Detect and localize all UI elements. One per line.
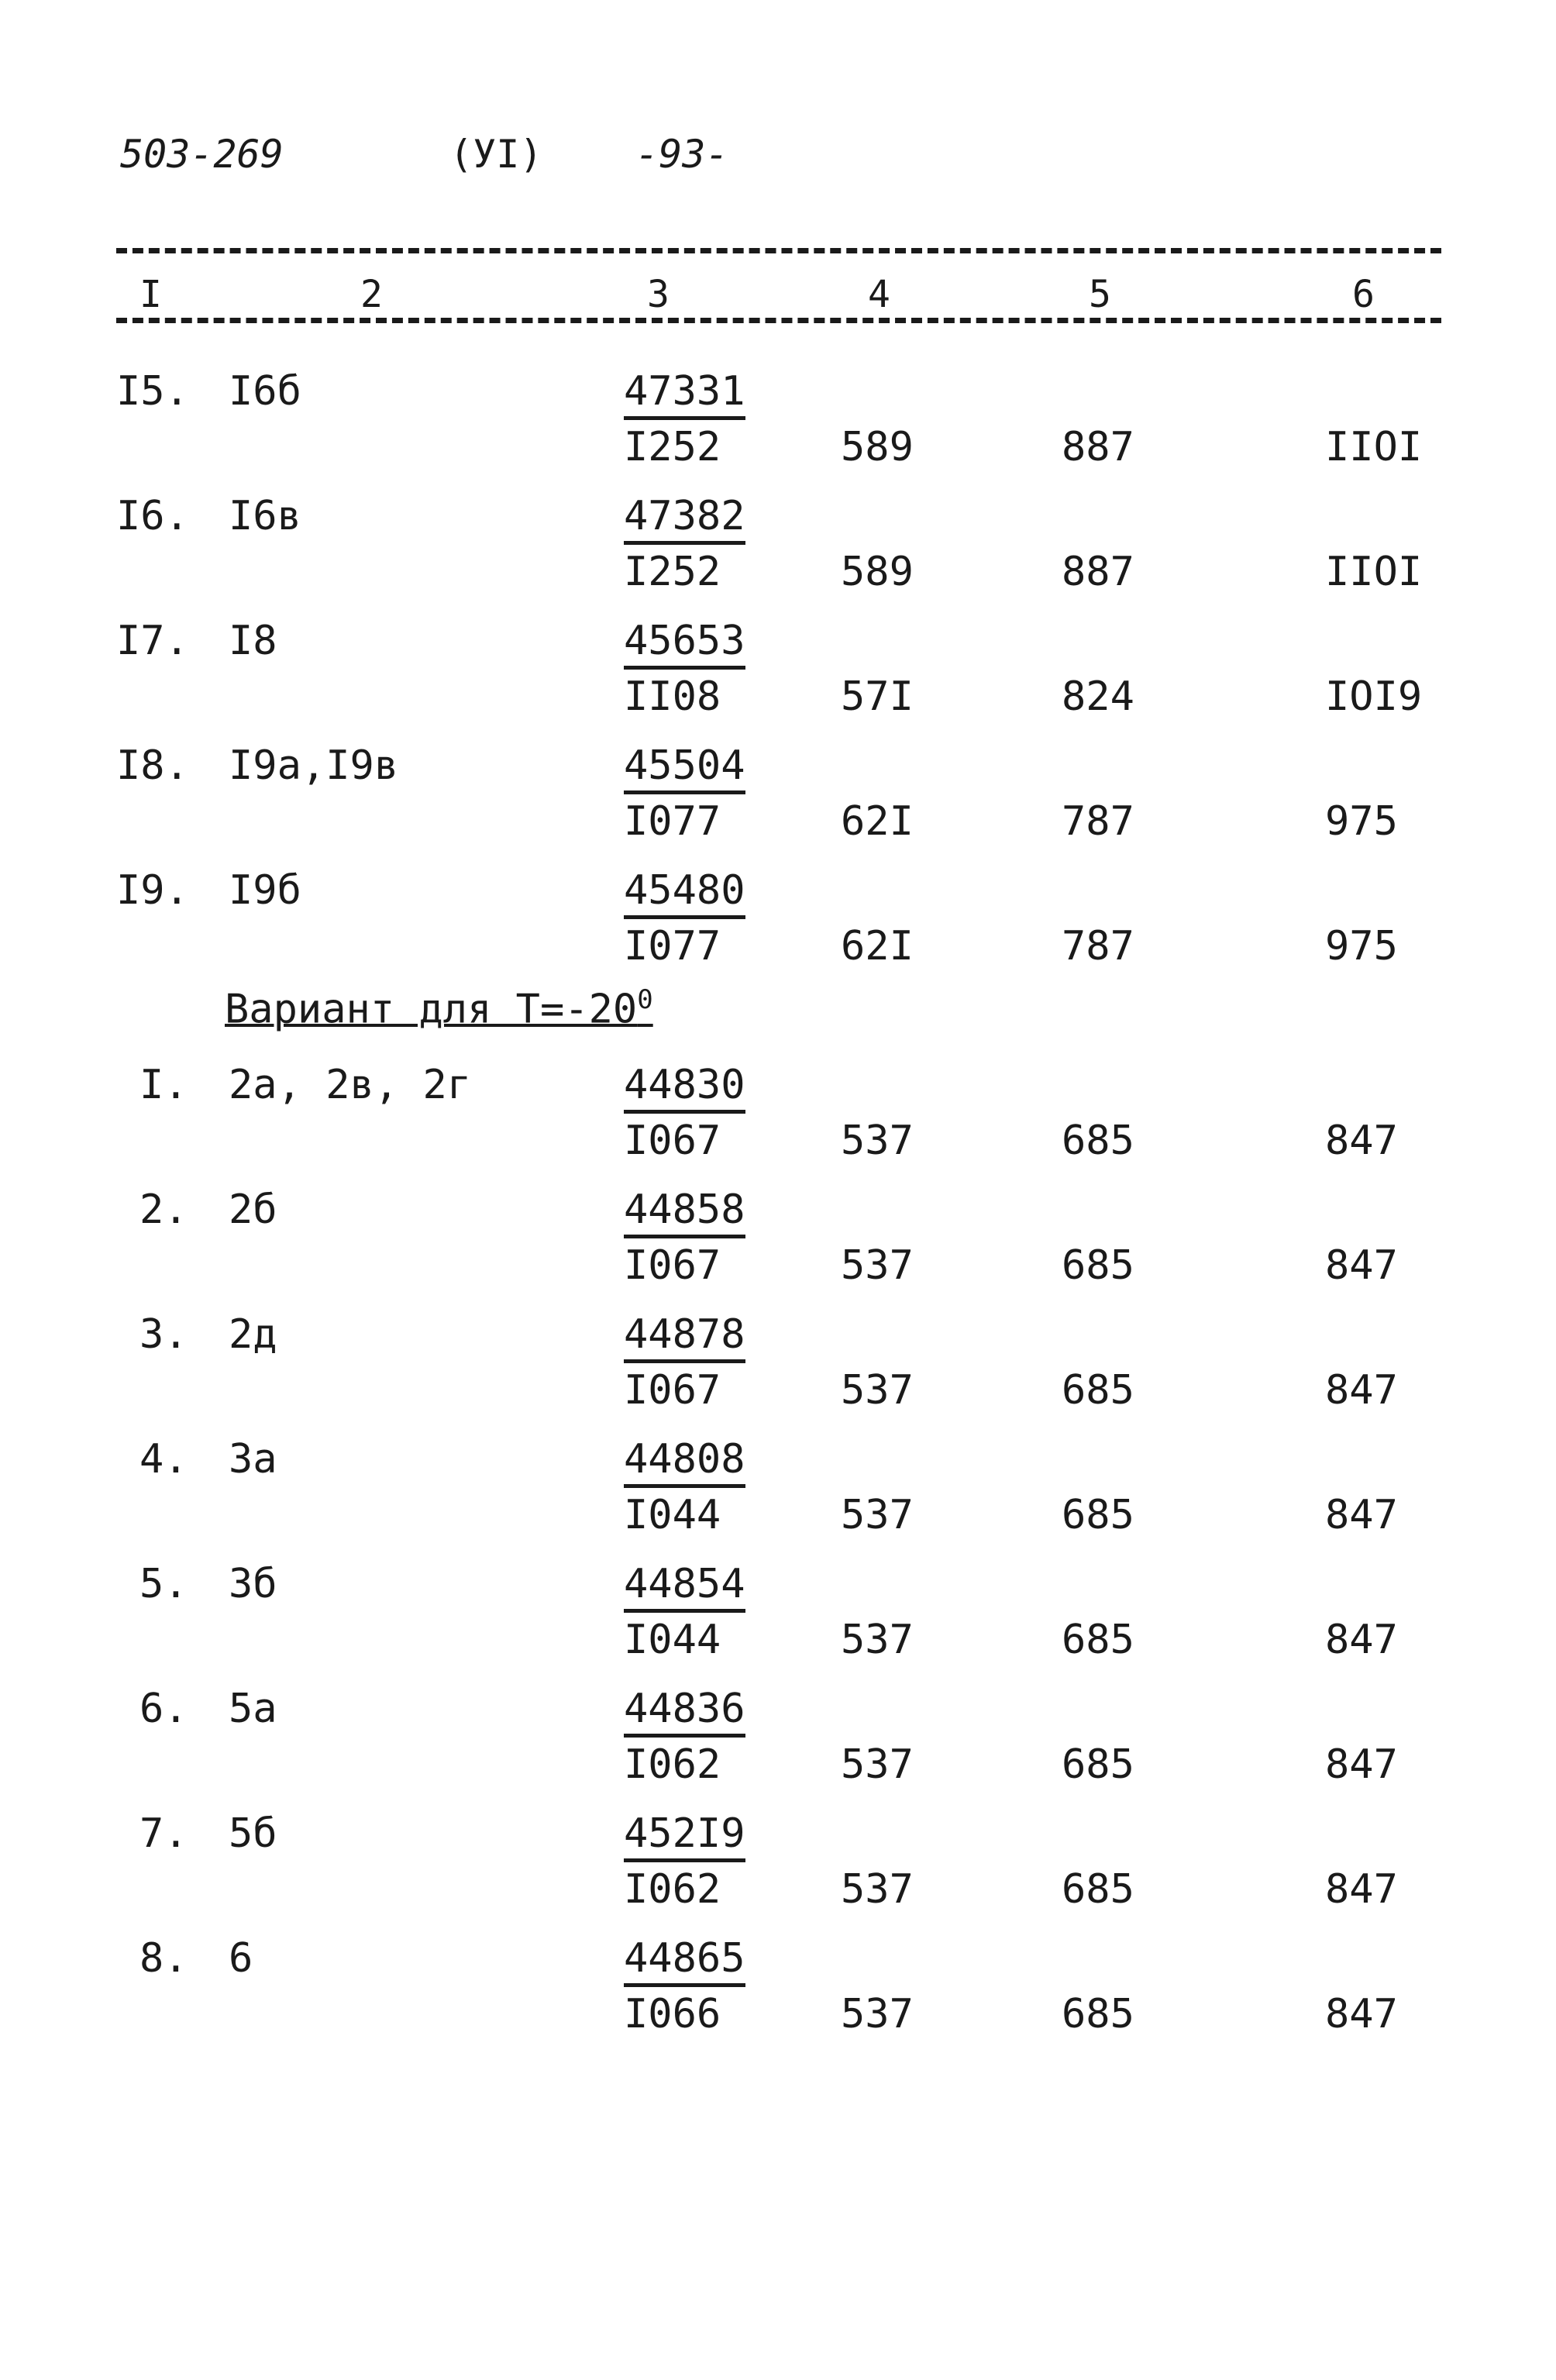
- row-number: 3.: [139, 1311, 188, 1358]
- col5-value: 787: [1062, 798, 1134, 845]
- numerator-value: 45504: [624, 742, 745, 794]
- variant-label: Вариант для T=-20: [225, 986, 638, 1033]
- denominator-value: I044: [624, 1492, 721, 1538]
- denominator-value: I066: [624, 1991, 721, 2037]
- row-number: 2.: [139, 1187, 188, 1233]
- row-number: 6.: [139, 1686, 188, 1732]
- col5-value: 887: [1062, 549, 1134, 595]
- col4-value: 589: [841, 549, 914, 595]
- element-id: 5б: [229, 1810, 277, 1857]
- row-number: I6.: [116, 493, 189, 539]
- element-id: I6в: [229, 493, 301, 539]
- col6-value: 847: [1325, 1617, 1398, 1663]
- row-number: I7.: [116, 618, 189, 664]
- col6-value: 847: [1325, 1367, 1398, 1414]
- col4-value: 537: [841, 1866, 914, 1913]
- element-id: 5а: [229, 1686, 277, 1732]
- col6-value: 847: [1325, 1866, 1398, 1913]
- col6-value: 847: [1325, 1741, 1398, 1788]
- element-id: 6: [229, 1935, 253, 1982]
- denominator-value: I077: [624, 798, 721, 845]
- col4-value: 537: [841, 1492, 914, 1538]
- element-id: 2д: [229, 1311, 277, 1358]
- denominator-value: I077: [624, 923, 721, 970]
- element-id: 3б: [229, 1561, 277, 1607]
- element-id: I9а,I9в: [229, 742, 399, 789]
- column-number: 5: [1089, 273, 1111, 316]
- col4-value: 62I: [841, 923, 914, 970]
- row-number: I.: [139, 1062, 188, 1108]
- col6-value: IIOI: [1325, 549, 1423, 595]
- numerator-value: 45480: [624, 867, 745, 919]
- document-code: 503-269: [120, 132, 284, 177]
- row-number: I9.: [116, 867, 189, 914]
- table-top-rule: [116, 248, 1441, 253]
- numerator-value: 452I9: [624, 1810, 745, 1862]
- variant-superscript: 0: [637, 984, 653, 1015]
- col4-value: 589: [841, 424, 914, 470]
- col5-value: 787: [1062, 923, 1134, 970]
- row-number: I8.: [116, 742, 189, 789]
- col4-value: 537: [841, 1118, 914, 1164]
- element-id: I6б: [229, 368, 301, 415]
- row-number: 8.: [139, 1935, 188, 1982]
- element-id: 3а: [229, 1436, 277, 1483]
- denominator-value: II08: [624, 673, 721, 720]
- column-number: 6: [1352, 273, 1375, 316]
- numerator-value: 45653: [624, 618, 745, 670]
- col4-value: 537: [841, 1741, 914, 1788]
- col4-value: 537: [841, 1991, 914, 2037]
- col5-value: 685: [1062, 1991, 1134, 2037]
- denominator-value: I044: [624, 1617, 721, 1663]
- variant-heading: [225, 984, 653, 1032]
- column-number: 4: [868, 273, 890, 316]
- row-number: 5.: [139, 1561, 188, 1607]
- numerator-value: 47331: [624, 368, 745, 420]
- column-number: 3: [647, 273, 670, 316]
- section-number: (УI): [449, 132, 543, 177]
- element-id: 2б: [229, 1187, 277, 1233]
- col4-value: 537: [841, 1242, 914, 1289]
- column-header-rule: [116, 318, 1441, 323]
- col6-value: IOI9: [1325, 673, 1423, 720]
- denominator-value: I252: [624, 549, 721, 595]
- row-number: 7.: [139, 1810, 188, 1857]
- col5-value: 887: [1062, 424, 1134, 470]
- numerator-value: 44854: [624, 1561, 745, 1613]
- numerator-value: 44808: [624, 1436, 745, 1488]
- numerator-value: 44858: [624, 1187, 745, 1238]
- numerator-value: 44878: [624, 1311, 745, 1363]
- denominator-value: I062: [624, 1866, 721, 1913]
- col5-value: 685: [1062, 1492, 1134, 1538]
- denominator-value: I062: [624, 1741, 721, 1788]
- column-number: I: [139, 273, 162, 316]
- element-id: I8: [229, 618, 277, 664]
- col6-value: IIOI: [1325, 424, 1423, 470]
- col4-value: 537: [841, 1367, 914, 1414]
- col5-value: 824: [1062, 673, 1134, 720]
- column-number: 2: [360, 273, 383, 316]
- col5-value: 685: [1062, 1242, 1134, 1289]
- numerator-value: 47382: [624, 493, 745, 545]
- col6-value: 847: [1325, 1991, 1398, 2037]
- denominator-value: I067: [624, 1118, 721, 1164]
- numerator-value: 44836: [624, 1686, 745, 1738]
- col5-value: 685: [1062, 1617, 1134, 1663]
- col5-value: 685: [1062, 1741, 1134, 1788]
- col5-value: 685: [1062, 1118, 1134, 1164]
- col6-value: 847: [1325, 1492, 1398, 1538]
- col5-value: 685: [1062, 1866, 1134, 1913]
- col4-value: 537: [841, 1617, 914, 1663]
- col6-value: 975: [1325, 798, 1398, 845]
- element-id: I9б: [229, 867, 301, 914]
- numerator-value: 44865: [624, 1935, 745, 1987]
- denominator-value: I067: [624, 1242, 721, 1289]
- denominator-value: I252: [624, 424, 721, 470]
- col6-value: 847: [1325, 1118, 1398, 1164]
- col4-value: 62I: [841, 798, 914, 845]
- col6-value: 975: [1325, 923, 1398, 970]
- col5-value: 685: [1062, 1367, 1134, 1414]
- col6-value: 847: [1325, 1242, 1398, 1289]
- row-number: I5.: [116, 368, 189, 415]
- element-id: 2а, 2в, 2г: [229, 1062, 472, 1108]
- numerator-value: 44830: [624, 1062, 745, 1114]
- page-number: -93-: [635, 132, 729, 177]
- row-number: 4.: [139, 1436, 188, 1483]
- col4-value: 57I: [841, 673, 914, 720]
- denominator-value: I067: [624, 1367, 721, 1414]
